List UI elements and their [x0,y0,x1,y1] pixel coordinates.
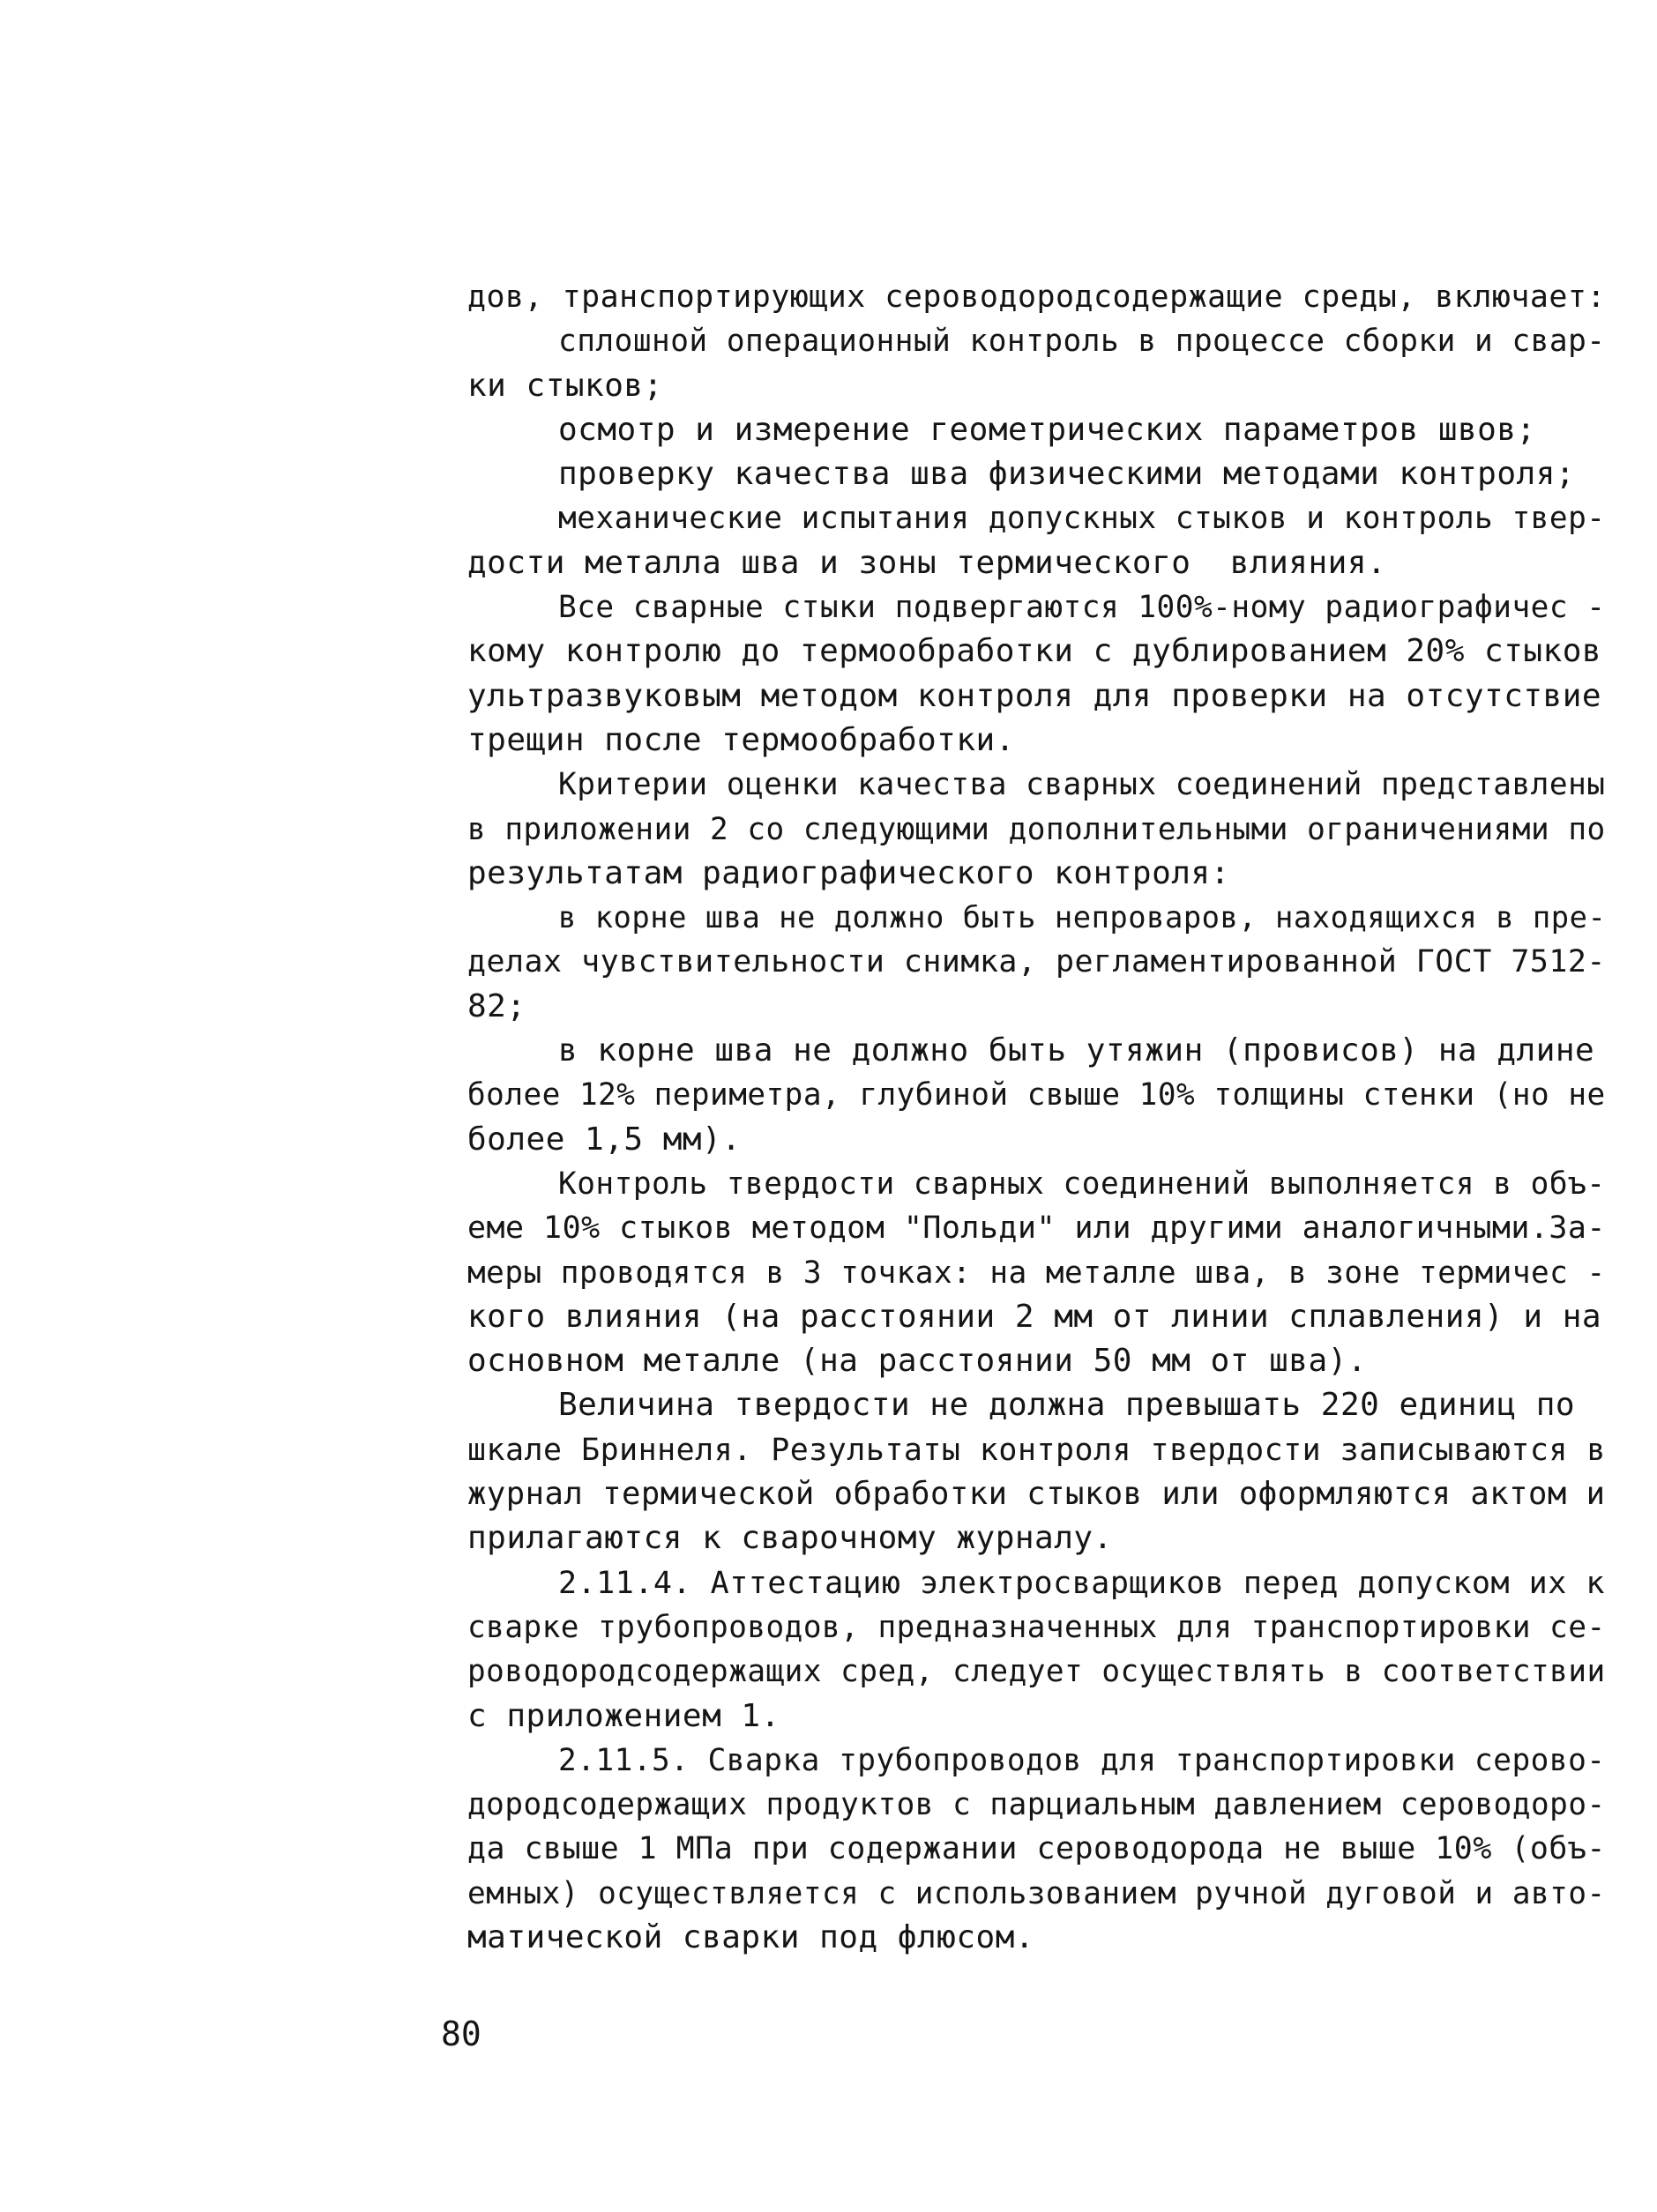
text-line: делах чувствительности снимка, регламентированной ГОСТ 7512- [467,944,1606,980]
text-line: дов, транспортирующих сероводородсодержащие среды, включает: [467,279,1606,315]
text-line: проверку качества шва физическими методами контроля; [558,456,1576,493]
text-line: емных) осуществляется с использованием ручной дуговой и авто- [467,1875,1606,1911]
text-line: Все сварные стыки подвергаются 100%-ному радиографичес - [558,590,1606,626]
text-line: 82; [467,987,526,1024]
document-text [467,275,1605,1960]
text-line: 2.11.4. Аттестацию электросварщиков перед допуском их к [558,1564,1605,1601]
text-line: еме 10% стыков методом "Польди" или другими аналогичными.За- [467,1210,1606,1247]
page-number: 80 [441,2015,481,2053]
text-line: 2.11.5. Сварка трубопроводов для транспортировки серово- [558,1742,1606,1778]
text-line: механические испытания допускных стыков и контроль твер- [558,501,1606,537]
text-line: более 12% периметра, глубиной свыше 10% толщины стенки (но не [467,1077,1606,1113]
text-line: с приложением 1. [467,1697,780,1734]
text-line: осмотр и измерение геометрических параметров швов; [558,411,1536,448]
text-line: меры проводятся в 3 точках: на металле шва, в зоне термичес - [467,1255,1606,1291]
text-line: журнал термической обработки стыков или оформляются актом и [467,1476,1606,1513]
text-line: Критерии оценки качества сварных соединений представлены [558,767,1606,803]
text-line: ки стыков; [467,367,663,404]
text-line: роводородсодержащих сред, следует осуществлять в соответствии [467,1654,1606,1690]
text-line: более 1,5 мм). [467,1121,742,1158]
text-line: основном металле (на расстоянии 50 мм от шва). [467,1343,1367,1380]
text-line: кому контролю до термообработки с дублированием 20% стыков [467,633,1602,670]
text-line: шкале Бриннеля. Результаты контроля твердости записываются в [467,1432,1606,1468]
text-line: ультразвуковым методом контроля для проверки на отсутствие [467,677,1602,714]
text-line: Величина твердости не должна превышать 220 единиц по [558,1387,1576,1424]
text-line: результатам радиографического контроля: [467,854,1230,891]
text-line: сварке трубопроводов, предназначенных для транспортировки се- [467,1609,1606,1645]
text-line: да свыше 1 МПа при содержании сероводорода не выше 10% (объ- [467,1831,1606,1867]
text-line: сплошной операционный контроль в процессе сборки и свар- [558,324,1606,360]
text-line: матической сварки под флюсом. [467,1918,1035,1955]
text-line: в приложении 2 со следующими дополнительными ограничениями по [467,811,1606,847]
text-line: Контроль твердости сварных соединений выполняется в объ- [558,1166,1606,1202]
text-line: в корне шва не должно быть утяжин (провисов) на длине [558,1032,1595,1069]
text-line: дости металла шва и зоны термического влияния. [467,544,1387,581]
text-line: в корне шва не должно быть непроваров, находящихся в пре- [558,900,1607,935]
text-line: дородсодержащих продуктов с парциальным давлением сероводоро- [467,1787,1606,1823]
text-line: кого влияния (на расстоянии 2 мм от линии сплавления) и на [467,1298,1602,1335]
text-line: трещин после термообработки. [467,721,1015,758]
text-line: прилагаются к сварочному журналу. [467,1520,1113,1557]
